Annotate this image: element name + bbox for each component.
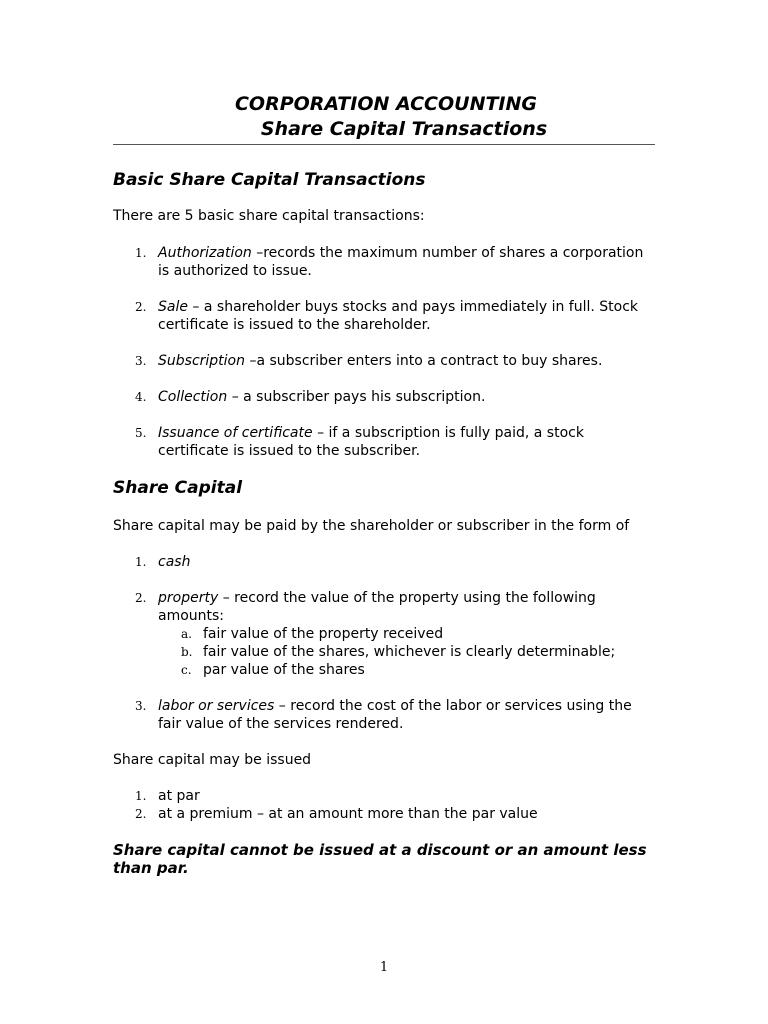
title-divider — [113, 144, 655, 145]
list-item — [113, 805, 655, 823]
item-term: property — [158, 590, 219, 606]
sub-list-item — [113, 625, 655, 643]
important-note: Share capital cannot be issued at a discount or an amount less than par. — [113, 841, 647, 877]
list-item — [113, 244, 655, 280]
item-number: 2. — [135, 807, 147, 821]
list-item — [113, 298, 655, 334]
item-number: 3. — [135, 699, 147, 713]
sub-list-item — [113, 661, 655, 679]
document-subtitle: Share Capital Transactions — [260, 118, 548, 140]
list-item — [113, 553, 655, 571]
item-term: Collection — [158, 389, 228, 405]
item-text: fair value of the property received — [203, 626, 444, 642]
item-text: –a subscriber enters into a contract to buy shares. — [245, 353, 603, 369]
section-heading-share-capital: Share Capital — [113, 478, 243, 498]
item-number: 1. — [135, 789, 147, 803]
document-title: CORPORATION ACCOUNTING — [234, 93, 538, 115]
item-text: par value of the shares — [203, 662, 365, 678]
item-term: Subscription — [158, 353, 245, 369]
issuance-list — [113, 787, 655, 823]
item-number: 2. — [135, 300, 147, 314]
list-item — [113, 352, 655, 370]
item-text: – a subscriber pays his subscription. — [227, 389, 486, 405]
item-number: 3. — [135, 354, 147, 368]
item-text: –records the maximum number of shares a corporation is authorized to issue. — [158, 245, 644, 279]
item-number: 5. — [135, 426, 147, 440]
item-term: cash — [158, 554, 191, 570]
item-letter: b. — [181, 645, 193, 659]
item-text: – record the cost of the labor or services using the fair value of the services rendered. — [158, 698, 632, 732]
item-term: Issuance of certificate — [158, 425, 313, 441]
item-number: 4. — [135, 390, 147, 404]
list-item — [113, 388, 655, 406]
page-number: 1 — [379, 960, 389, 975]
item-number: 1. — [135, 246, 147, 260]
transactions-list — [113, 244, 655, 460]
item-text: – record the value of the property using the following amounts: — [158, 590, 596, 624]
section-heading-basic: Basic Share Capital Transactions — [113, 170, 426, 190]
section-intro: Share capital may be paid by the shareholder or subscriber in the form of — [113, 518, 630, 534]
issued-intro: Share capital may be issued — [113, 752, 312, 768]
list-item — [113, 697, 655, 733]
item-number: 2. — [135, 591, 147, 605]
payment-forms-list — [113, 553, 655, 733]
title-block — [113, 92, 655, 142]
item-term: Authorization — [158, 245, 252, 261]
item-term: labor or services — [158, 698, 275, 714]
item-text: – if a subscription is fully paid, a stock certificate is issued to the subscriber. — [158, 425, 584, 459]
item-letter: c. — [181, 663, 192, 677]
item-letter: a. — [181, 627, 192, 641]
item-text: at a premium – at an amount more than the par value — [158, 806, 538, 822]
section-intro: There are 5 basic share capital transactions: — [113, 208, 425, 224]
document-page — [113, 92, 655, 877]
item-number: 1. — [135, 555, 147, 569]
item-text: – a shareholder buys stocks and pays immediately in full. Stock certificate is issued to the shareholder. — [158, 299, 639, 333]
item-text: at par — [158, 788, 200, 804]
sub-list-item — [113, 643, 655, 661]
list-item — [113, 589, 655, 625]
list-item — [113, 787, 655, 805]
item-text: fair value of the shares, whichever is clearly determinable; — [203, 644, 616, 660]
item-term: Sale — [158, 299, 188, 315]
list-item — [113, 424, 655, 460]
